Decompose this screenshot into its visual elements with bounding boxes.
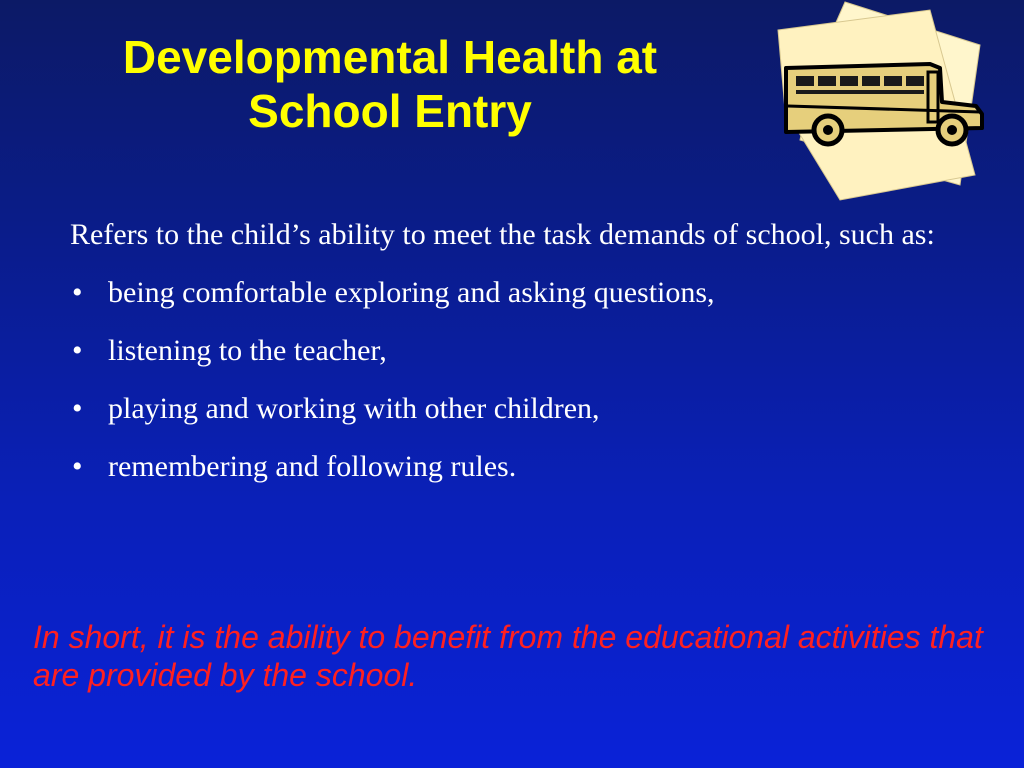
bullet-mark: • bbox=[72, 276, 83, 309]
bullet-text: playing and working with other children, bbox=[108, 392, 600, 425]
bullet-item bbox=[70, 332, 950, 370]
bullet-text: listening to the teacher, bbox=[108, 334, 387, 367]
bullet-mark: • bbox=[72, 392, 83, 425]
bullet-item bbox=[70, 274, 950, 312]
intro-text: Refers to the child’s ability to meet the task demands of school, such as: bbox=[70, 218, 935, 251]
bullet-text: being comfortable exploring and asking questions, bbox=[108, 276, 715, 309]
bullet-mark: • bbox=[72, 450, 83, 483]
school-bus-clipart bbox=[770, 0, 990, 205]
title-line-1: Developmental Health at bbox=[122, 31, 658, 83]
title-line-2: School Entry bbox=[248, 85, 532, 137]
bullet-list bbox=[70, 274, 950, 486]
bullet-item bbox=[70, 390, 950, 428]
body-content bbox=[70, 216, 950, 506]
bullet-item bbox=[70, 448, 950, 486]
summary-text: In short, it is the ability to benefit from the educational activities that are provided by the school. bbox=[33, 619, 983, 693]
school-bus-icon bbox=[770, 0, 990, 205]
bullet-mark: • bbox=[72, 334, 83, 367]
slide-title bbox=[40, 30, 740, 138]
bullet-text: remembering and following rules. bbox=[108, 450, 517, 483]
